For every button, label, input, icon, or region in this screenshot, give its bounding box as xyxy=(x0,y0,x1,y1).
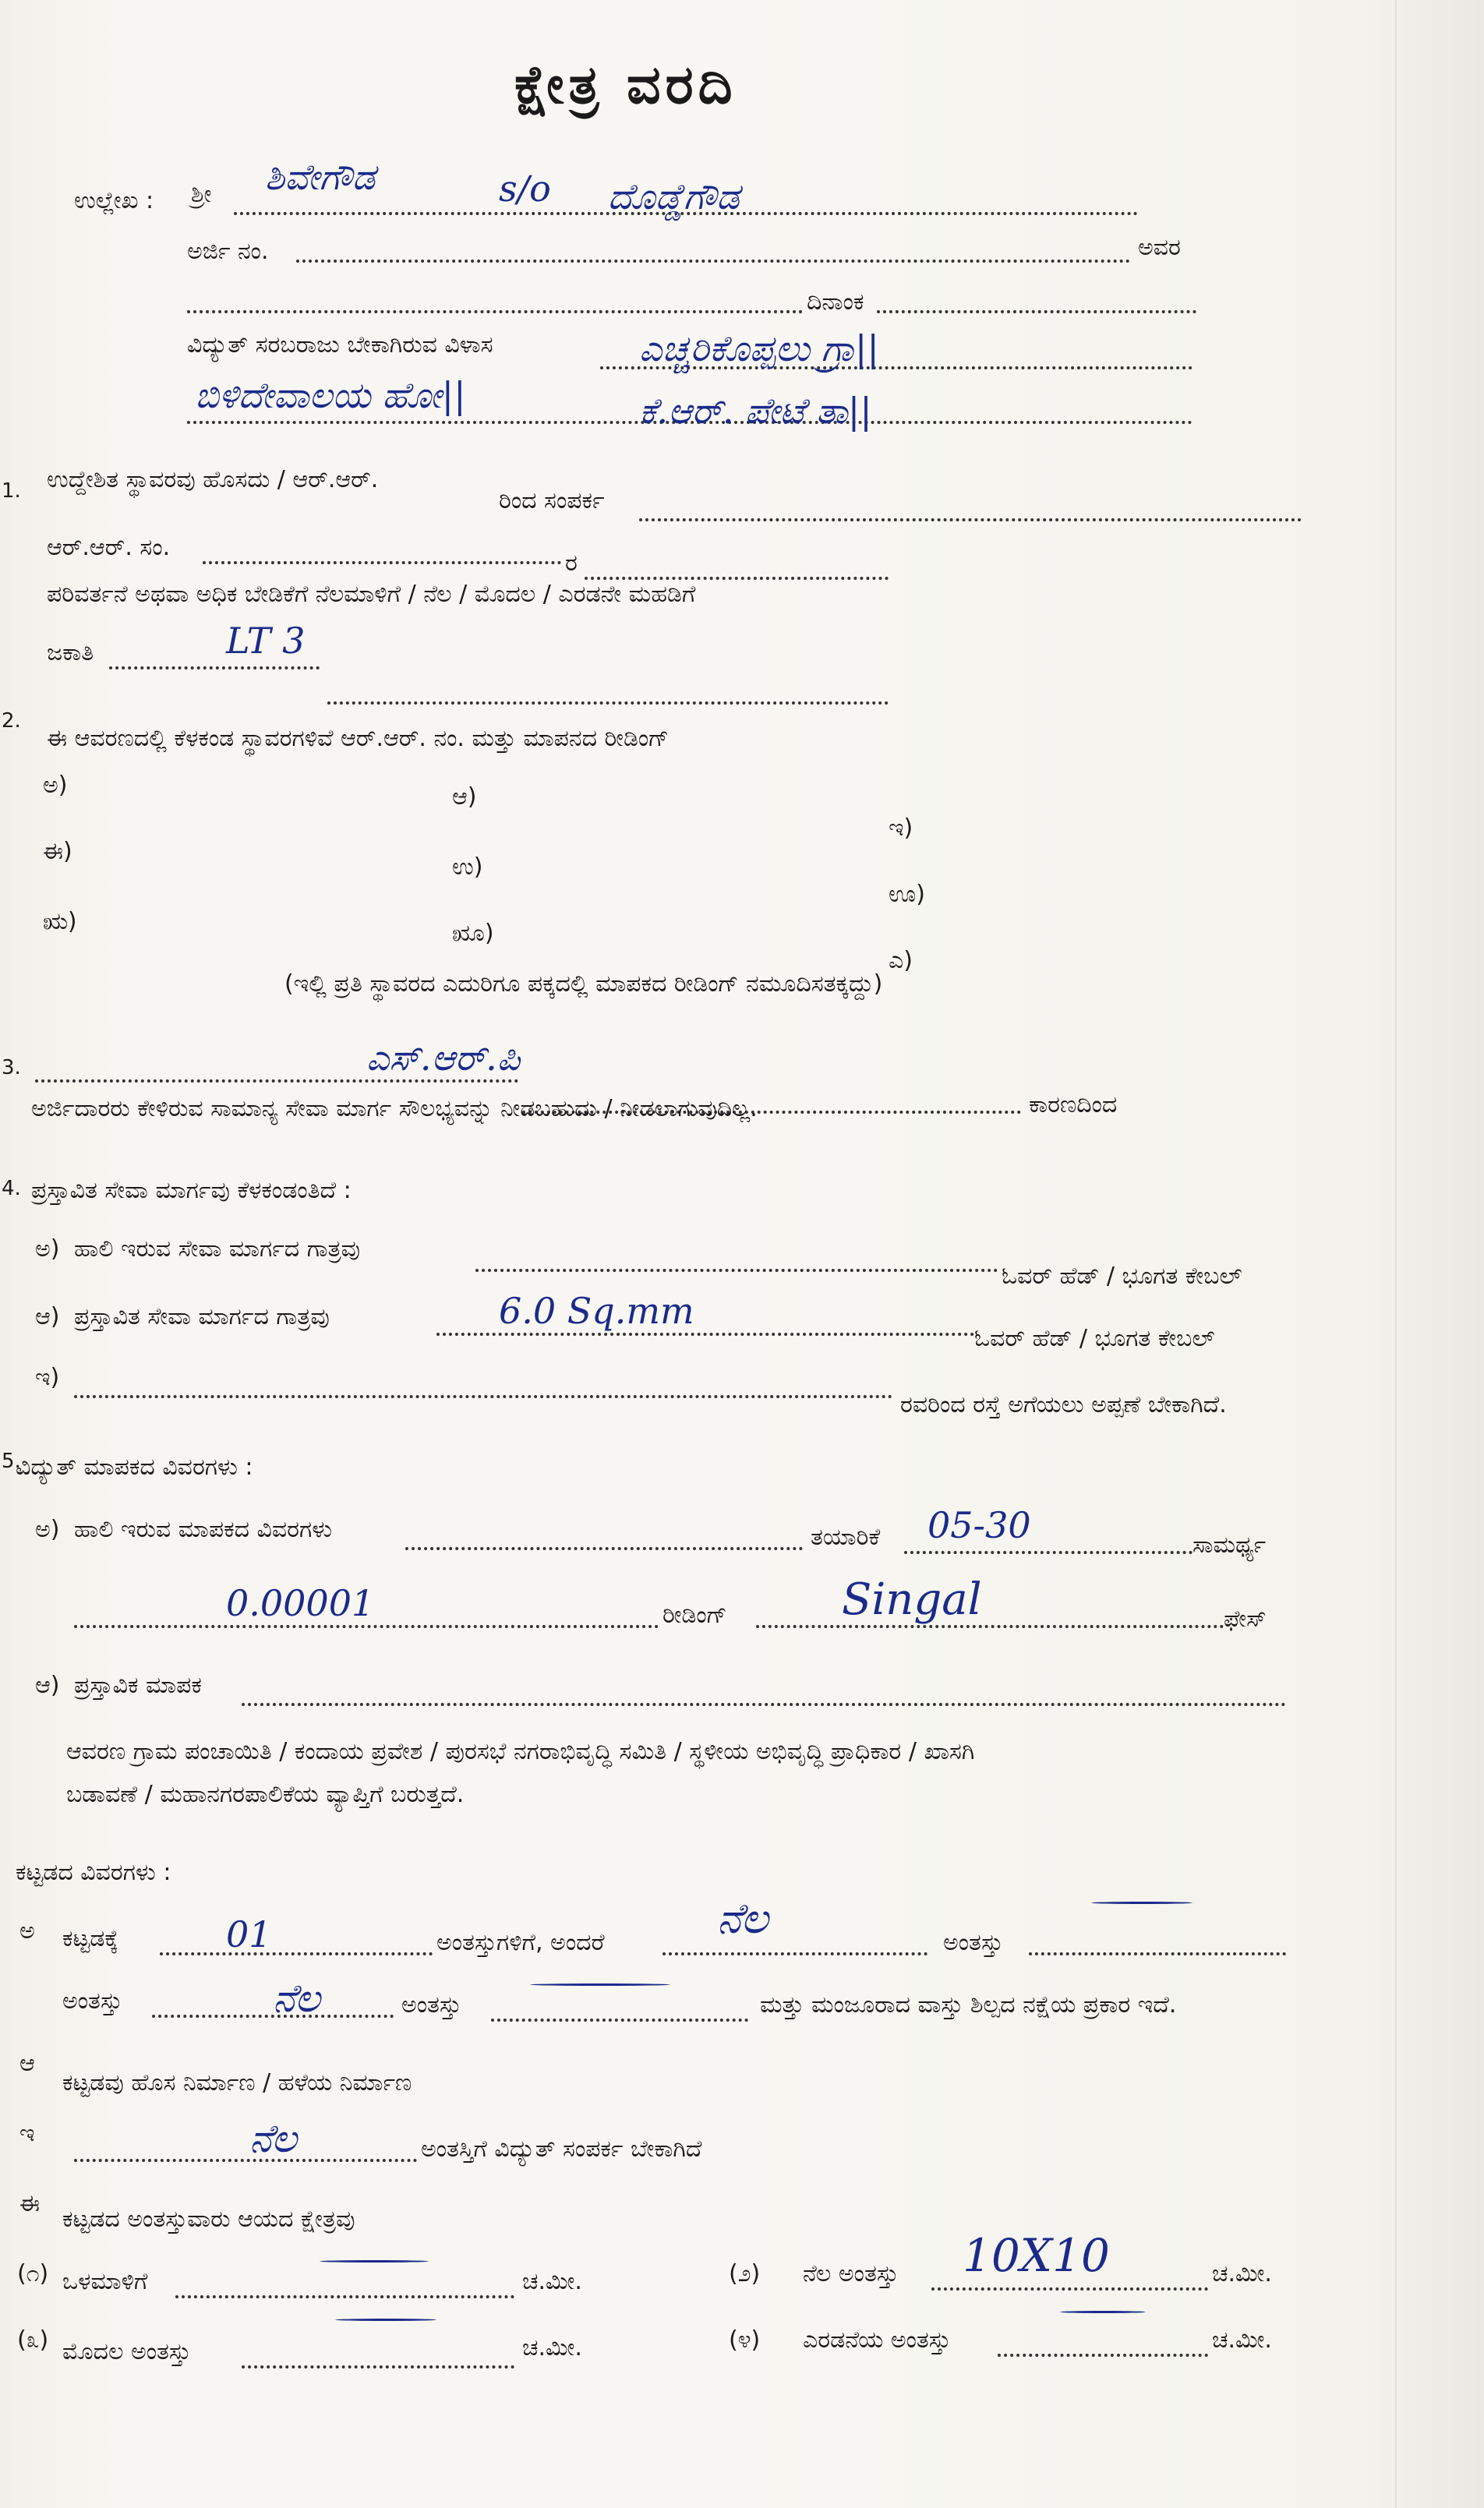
section-5-heading: ವಿದ್ಯುತ್ ಮಾಪಕದ ವಿವರಗಳು : xyxy=(16,1454,253,1481)
reference-label: ಉಲ್ಲೇಖ : xyxy=(74,187,154,214)
reason-label: ಕಾರಣದಿಂದ xyxy=(1029,1091,1118,1118)
rr-number-line xyxy=(203,561,561,564)
ground-floor-unit: ಚ.ಮೀ. xyxy=(1212,2260,1272,2287)
floor-extra-field xyxy=(1029,1952,1286,1955)
first-floor-label: ಮೊದಲ ಅಂತಸ್ತು xyxy=(62,2338,191,2365)
line2-floor-label: ಅಂತಸ್ತು xyxy=(62,1987,122,2015)
basement-unit: ಚ.ಮೀ. xyxy=(522,2268,582,2295)
plant-item-e: ಎ) xyxy=(889,947,913,974)
second-floor-number: (೪) xyxy=(729,2326,761,2354)
second-floor-unit: ಚ.ಮೀ. xyxy=(1212,2326,1272,2354)
connection-floor-value: ನೆಲ xyxy=(249,2116,297,2161)
plant-item-ru: ಋ) xyxy=(43,908,77,935)
ground-floor-area-value: 10X10 xyxy=(963,2229,1110,2282)
section-4-a-mark: ಅ) xyxy=(35,1235,60,1263)
section-1-line3: ಪರಿವರ್ತನೆ ಅಥವಾ ಅಧಿಕ ಬೇಡಿಕೆಗೆ ನೆಲಮಾಳಿಗೆ / ನೆಲ / ಮೊದಲ / ಎರಡನೇ ಮಹಡಿಗೆ xyxy=(47,581,696,608)
construction-type-label: ಕಟ್ಟಡವು ಹೊಸ ನಿರ್ಮಾಣ / ಹಳೆಯ ನಿರ್ಮಾಣ xyxy=(62,2069,412,2096)
relation-text: s/o xyxy=(499,168,551,210)
section-1-number: 1. xyxy=(2,479,21,503)
section-6-d-mark: ಈ xyxy=(19,2190,41,2217)
section-3-reason: ಎಸ್.ಆರ್.ಪಿ xyxy=(366,1037,521,1079)
address-hobli: ಬಿಳಿದೇವಾಲಯ ಹೋ|| xyxy=(195,374,466,416)
father-name: ದೊಡ್ಡೆಗೌಡ xyxy=(608,175,740,217)
make-field xyxy=(904,1551,1192,1554)
make-value: 05-30 xyxy=(928,1504,1031,1546)
floor-name-value: ನೆಲ xyxy=(717,1894,768,1943)
section-2-note: (ಇಲ್ಲಿ ಪ್ರತಿ ಸ್ಥಾವರದ ಎದುರಿಗೂ ಪಕ್ಕದಲ್ಲಿ ಮಾಪಕದ ರೀಡಿಂಗ್ ನಮೂದಿಸತಕ್ಕದ್ದು) xyxy=(284,970,883,998)
plant-item-a: ಅ) xyxy=(43,772,68,799)
proposed-line-type: ಓವರ್ ಹೆಡ್ / ಭೂಗತ ಕೇಬಲ್ xyxy=(974,1325,1215,1352)
section-1-line1: ಉದ್ದೇಶಿತ ಸ್ಥಾವರವು ಹೊಸದು / ಆರ್.ಆರ್. xyxy=(47,466,379,493)
category-label: ಜಕಾತಿ xyxy=(47,639,94,666)
rr-number-line-2 xyxy=(585,577,889,580)
capacity-label: ಸಾಮರ್ಥ್ಯ xyxy=(1192,1531,1267,1559)
plant-item-u: ಉ) xyxy=(452,853,483,881)
floor-extra-stroke xyxy=(1091,1902,1192,1904)
rr-number-suffix: ರ xyxy=(565,549,578,577)
jurisdiction-para-1: ಆವರಣ ಗ್ರಾಮ ಪಂಚಾಯಿತಿ / ಕಂದಾಯ ಪ್ರವೇಶ / ಪುರಸಭೆ ನಗರಾಭಿವೃದ್ಧಿ ಸಮಿತಿ / ಸ್ಥಳೀಯ ಅಭಿವೃದ್ಧಿ ಪ್ರಾಧಿಕಾರ / ಖಾಸಗಿ xyxy=(66,1738,975,1765)
phase-field xyxy=(756,1625,1224,1628)
section-1-end-line xyxy=(327,701,889,705)
ground-floor-number: (೨) xyxy=(729,2260,761,2287)
section-6-a-mark: ಅ xyxy=(19,1917,35,1945)
applicant-name: ಶಿವೇಗೌಡ xyxy=(265,156,376,198)
second-floor-label: ಎರಡನೆಯ ಅಂತಸ್ತು xyxy=(803,2326,951,2354)
section-4-number: 4. xyxy=(2,1177,21,1200)
first-floor-unit: ಚ.ಮೀ. xyxy=(522,2334,582,2361)
line2-floor-mid: ಅಂತಸ್ತು xyxy=(401,1991,461,2019)
proposed-meter-field xyxy=(242,1703,1286,1706)
line2-floor-field-b xyxy=(491,2019,748,2022)
proposed-line-size-field xyxy=(436,1333,974,1336)
plant-item-uu: ಊ) xyxy=(889,881,925,908)
application-no-line xyxy=(296,260,1130,263)
existing-meter-label: ಹಾಲಿ ಇರುವ ಮಾಪಕದ ವಿವರಗಳು xyxy=(74,1516,333,1543)
line2-floor-tail: ಮತ್ತು ಮಂಜೂರಾದ ವಾಸ್ತು ಶಿಲ್ಪದ ನಕ್ಷೆಯ ಪ್ರಕಾರ ಇದೆ. xyxy=(760,1991,1177,2019)
phase-label: ಫೇಸ್ xyxy=(1224,1605,1267,1633)
section-5-a-mark: ಅ) xyxy=(35,1516,60,1543)
avara-label: ಅವರ xyxy=(1138,234,1181,261)
application-no-label: ಅರ್ಜಿ ನಂ. xyxy=(187,238,269,265)
building-floors-label: ಕಟ್ಟಡಕ್ಕೆ xyxy=(62,1925,118,1952)
ground-floor-area-field xyxy=(931,2287,1208,2291)
section-5-number: 5. xyxy=(2,1450,21,1473)
category-line xyxy=(109,666,320,669)
date-prefix-line xyxy=(187,310,803,313)
second-floor-area-stroke xyxy=(1060,2311,1146,2313)
road-permission-field xyxy=(74,1395,892,1398)
basement-number: (೧) xyxy=(17,2260,49,2287)
floor-label: ಅಂತಸ್ತು xyxy=(943,1929,1003,1956)
address-label: ವಿದ್ಯುತ್ ಸರಬರಾಜು ಬೇಕಾಗಿರುವ ವಿಳಾಸ xyxy=(187,331,493,359)
existing-line-size-label: ಹಾಲಿ ಇರುವ ಸೇವಾ ಮಾರ್ಗದ ಗಾತ್ರವು xyxy=(74,1235,361,1263)
section-2-number: 2. xyxy=(2,709,21,733)
section-4-heading: ಪ್ರಸ್ತಾವಿತ ಸೇವಾ ಮಾರ್ಗವು ಕೆಳಕಂಡಂತಿದೆ : xyxy=(31,1177,352,1204)
section-6-b-mark: ಆ xyxy=(19,2050,35,2077)
page-fold xyxy=(1395,0,1397,2508)
proposed-meter-label: ಪ್ರಸ್ತಾವಿಕ ಮಾಪಕ xyxy=(74,1672,202,1699)
reading-label: ರೀಡಿಂಗ್ xyxy=(662,1602,727,1629)
section-6-c-mark: ಇ xyxy=(19,2120,35,2147)
building-details-heading: ಕಟ್ಟಡದ ವಿವರಗಳು : xyxy=(16,1859,171,1886)
floor-area-heading: ಕಟ್ಟಡದ ಅಂತಸ್ತುವಾರು ಆಯದ ಕ್ಷೇತ್ರವು xyxy=(62,2206,355,2233)
plant-item-aa: ಆ) xyxy=(452,783,477,811)
section-1-line1-tail: ರಿಂದ ಸಂಪರ್ಕ xyxy=(499,487,605,514)
first-floor-number: (೩) xyxy=(17,2326,49,2354)
ground-floor-label: ನೆಲ ಅಂತಸ್ತು xyxy=(803,2260,899,2287)
jurisdiction-para-2: ಬಡಾವಣೆ / ಮಹಾನಗರಪಾಲಿಕೆಯ ವ್ಯಾಪ್ತಿಗೆ ಬರುತ್ತದೆ. xyxy=(66,1781,465,1808)
page-title: ಕ್ಷೇತ್ರ ವರದಿ xyxy=(514,55,737,116)
proposed-line-size-value: 6.0 Sq.mm xyxy=(499,1290,694,1332)
rr-number-label: ಆರ್.ಆರ್. ಸಂ. xyxy=(47,534,171,561)
date-line xyxy=(877,310,1196,313)
phase-value: Singal xyxy=(842,1574,982,1625)
address-village: ಎಚ್ಚರಿಕೊಪ್ಪಲು ಗ್ರಾ|| xyxy=(639,327,879,369)
existing-meter-field xyxy=(405,1547,803,1550)
building-floors-tail: ಅಂತಸ್ತುಗಳಿಗೆ, ಅಂದರೆ xyxy=(436,1929,605,1956)
proposed-line-size-label: ಪ್ರಸ್ತಾವಿತ ಸೇವಾ ಮಾರ್ಗದ ಗಾತ್ರವು xyxy=(74,1303,330,1330)
plant-item-ruu: ೠ) xyxy=(452,920,494,947)
road-permission-text: ರವರಿಂದ ರಸ್ತೆ ಅಗೆಯಲು ಅಪ್ಪಣೆ ಬೇಕಾಗಿದೆ. xyxy=(900,1391,1227,1418)
first-floor-area-field xyxy=(242,2365,514,2368)
connection-floor-tail: ಅಂತಸ್ತಿಗೆ ವಿದ್ಯುತ್ ಸಂಪರ್ಕ ಬೇಕಾಗಿದೆ xyxy=(421,2135,702,2163)
section-1-line1-dots xyxy=(639,518,1302,521)
connection-floor-field xyxy=(74,2159,417,2162)
make-label: ತಯಾರಿಕೆ xyxy=(811,1524,881,1551)
reading-value: 0.00001 xyxy=(226,1582,375,1624)
section-3-number: 3. xyxy=(2,1056,21,1079)
plant-item-i: ಇ) xyxy=(889,814,913,842)
section-5-b-mark: ಆ) xyxy=(35,1672,60,1699)
building-floors-value: 01 xyxy=(226,1913,272,1955)
first-floor-area-stroke xyxy=(335,2319,436,2321)
second-floor-area-field xyxy=(998,2354,1208,2357)
line2-floor-stroke xyxy=(530,1983,670,1986)
section-4-b-mark: ಆ) xyxy=(35,1303,60,1330)
reference-prefix: ಶ್ರೀ xyxy=(191,181,212,208)
line2-floor-value: ನೆಲ xyxy=(273,1976,320,2021)
plant-item-ii: ಈ) xyxy=(43,838,72,865)
basement-area-field xyxy=(175,2295,514,2298)
date-label: ದಿನಾಂಕ xyxy=(807,288,864,316)
existing-line-size-field xyxy=(475,1269,998,1272)
reading-field xyxy=(74,1625,659,1628)
section-3-line2: ಅರ್ಜಿದಾರರು ಕೇಳಿರುವ ಸಾಮಾನ್ಯ ಸೇವಾ ಮಾರ್ಗ ಸೌಲಭ್ಯವನ್ನು ನೀಡಬಹುದು / ನೀಡಲಾಗುವುದಿಲ್ಲ. xyxy=(31,1095,758,1122)
basement-area-stroke xyxy=(320,2260,429,2262)
floor-name-field xyxy=(662,1952,928,1955)
section-2-line1: ಈ ಆವರಣದಲ್ಲಿ ಕೆಳಕಂಡ ಸ್ಥಾವರಗಳಿವೆ ಆರ್.ಆರ್. ನಂ. ಮತ್ತು ಮಾಪನದ ರೀಡಿಂಗ್ xyxy=(47,725,670,752)
section-4-c-mark: ಇ) xyxy=(35,1364,60,1391)
address-taluk: ಕೆ.ಆರ್. ಪೇಟೆ ತಾ|| xyxy=(639,390,872,432)
existing-line-type: ಓವರ್ ಹೆಡ್ / ಭೂಗತ ಕೇಬಲ್ xyxy=(1002,1263,1242,1290)
category-value: LT 3 xyxy=(226,620,306,662)
building-floors-field xyxy=(160,1952,433,1955)
basement-label: ಒಳಮಾಳಿಗೆ xyxy=(62,2268,148,2295)
